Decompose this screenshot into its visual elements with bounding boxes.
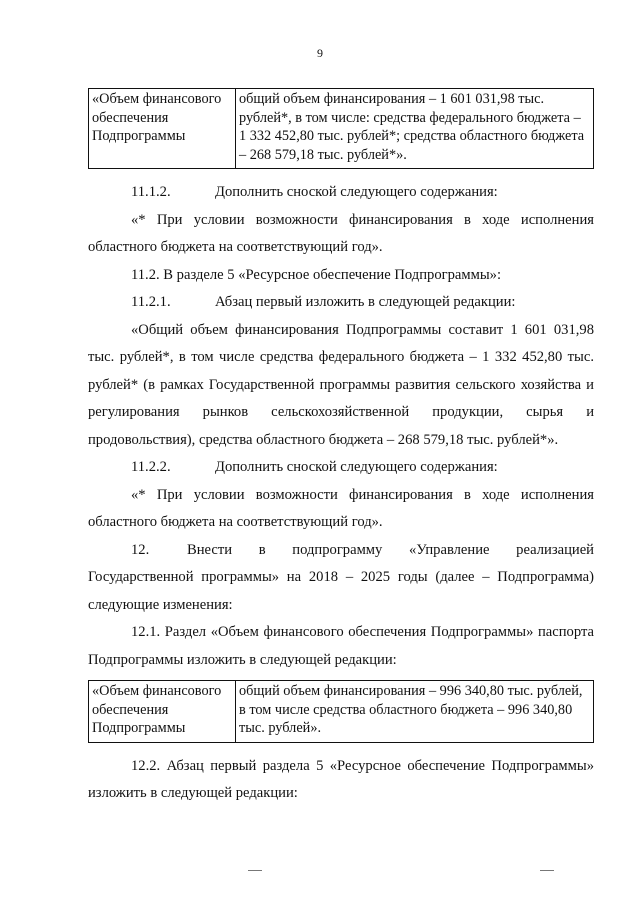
paragraph-number: 12.: [131, 541, 150, 558]
financing-table-2: [88, 680, 594, 743]
paragraph-12-1: 12.1. Раздел «Объем финансового обеспечения Подпрограммы» паспорта Подпрограммы изложить в следующей редакции:: [88, 624, 594, 668]
footer-mark-left: [248, 870, 262, 871]
paragraph-11-2-1: [88, 289, 594, 317]
footnote-paragraph-1: «* При условии возможности финансирования в ходе исполнения областного бюджета на соответствующий год».: [88, 211, 594, 255]
footnote-paragraph-2: «* При условии возможности финансирования в ходе исполнения областного бюджета на соответствующий год».: [88, 486, 594, 530]
paragraph-12: [88, 537, 594, 620]
table1-value: общий объем финансирования – 1 601 031,98 тыс. рублей*, в том числе: средства федерального бюджета – 1 332 452,80 тыс. рублей*; средства областного бюджета – 268 579,18 тыс. рублей*».: [236, 89, 594, 169]
paragraph-12-2: 12.2. Абзац первый раздела 5 «Ресурсное обеспечение Подпрограммы» изложить в следующей редакции:: [88, 757, 594, 801]
table1-label: «Объем финансового обеспечения Подпрограммы: [89, 89, 236, 169]
paragraph-number: 11.2.2.: [131, 459, 171, 475]
paragraph-number: 11.2.1.: [131, 294, 171, 310]
paragraph-11-1-2: [88, 179, 594, 207]
paragraph-text: Дополнить сноской следующего содержания:: [215, 184, 498, 200]
paragraph-number: 11.1.2.: [131, 184, 171, 200]
paragraph-11-2: 11.2. В разделе 5 «Ресурсное обеспечение Подпрограммы»:: [131, 266, 502, 283]
financing-table-1: [88, 88, 594, 169]
table2-value: общий объем финансирования – 996 340,80 тыс. рублей, в том числе средства областного бюджета – 996 340,80 тыс. рублей».: [236, 681, 594, 743]
footer-mark-right: [540, 870, 554, 871]
paragraph-text: Абзац первый изложить в следующей редакции:: [215, 294, 516, 310]
paragraph-text: Дополнить сноской следующего содержания:: [215, 459, 498, 475]
financing-paragraph: «Общий объем финансирования Подпрограммы составит 1 601 031,98 тыс. рублей*, в том числе средства федерального бюджета – 1 332 452,80 тыс. рублей* (в рамках Государственной программы развития сельского хозяйства и регулирования рынков сельскохозяйственной продукции, сырья и продовольствия), средства областного бюджета – 268 579,18 тыс. рублей*».: [88, 321, 594, 448]
page-number: 9: [317, 46, 323, 60]
paragraph-text: Внести в подпрограмму «Управление реализацией Государственной программы» на 2018 – 2025 годы (далее – Подпрограмма) следующие изменения:: [88, 541, 594, 613]
document-body: [88, 88, 594, 808]
table2-label: «Объем финансового обеспечения Подпрограммы: [89, 681, 236, 743]
paragraph-11-2-2: [88, 454, 594, 482]
